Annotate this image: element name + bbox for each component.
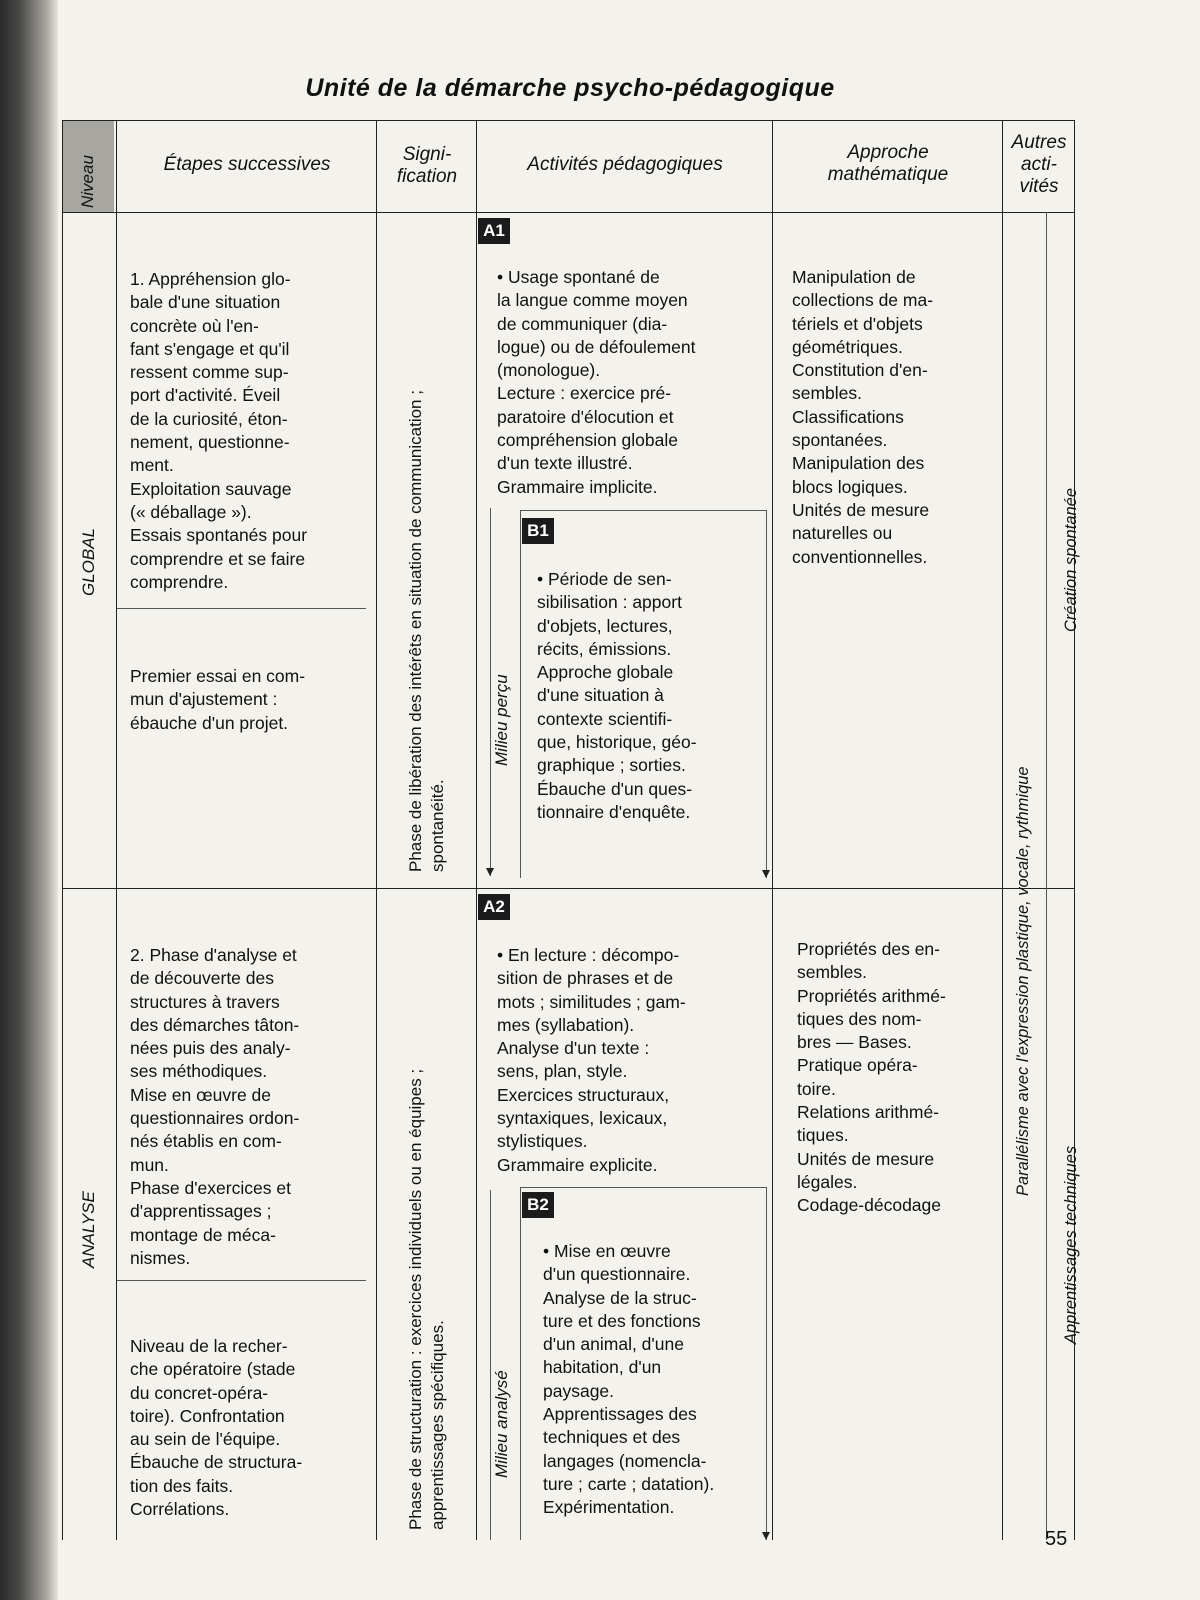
text-line: questionnaires ordon- [130, 1108, 300, 1129]
text-line: tionnaire d'enquête. [537, 801, 691, 822]
text-line: mes (syllabation). [497, 1014, 635, 1035]
text-line: toire. [797, 1078, 836, 1099]
text-line: compréhension globale [497, 430, 678, 451]
table-top-border [62, 120, 1074, 121]
text-line: nismes. [130, 1247, 191, 1268]
text-line: Ébauche d'un ques- [537, 778, 693, 799]
header-approche-line2: mathématique [827, 164, 949, 185]
text-line: nement, questionne- [130, 432, 290, 453]
milieu-percu-label: Milieu perçu [492, 674, 511, 766]
signification-column-border [476, 120, 477, 1540]
text-line: Grammaire implicite. [497, 476, 658, 497]
text-line: que, historique, géo- [537, 732, 697, 753]
text-line: nés établis en com- [130, 1131, 282, 1152]
signification-global [405, 390, 449, 872]
text-line: Premier essai en com- [130, 666, 306, 686]
approche-global [792, 266, 986, 569]
etapes-global-b [130, 665, 358, 735]
etapes-analyse-a [130, 944, 358, 1270]
text-line: logue) ou de défoulement [497, 336, 696, 357]
text-line: Analyse de la struc- [543, 1287, 697, 1308]
text-line: ses méthodiques. [130, 1061, 268, 1082]
milieu-analyse-label: Milieu analysé [492, 1370, 511, 1478]
level-global: GLOBAL [79, 527, 98, 596]
table-left-border [62, 120, 63, 1540]
etapes-analyse-b [130, 1335, 358, 1521]
etapes-column-border [376, 120, 377, 1540]
text-line: Analyse d'un texte : [497, 1038, 650, 1059]
text-line: nées puis des analy- [130, 1038, 291, 1059]
text-line: Approche globale [537, 662, 674, 683]
text-line: Manipulation des [792, 453, 925, 474]
text-line: structures à travers [130, 991, 280, 1012]
text-line: habitation, d'un [543, 1357, 662, 1378]
header-activites: Activités pédagogiques [527, 154, 723, 175]
approche-analyse [797, 938, 987, 1218]
header-bottom-border [62, 212, 1074, 213]
text-line: Unités de mesure [797, 1148, 935, 1169]
header-autres-line2: acti- [1021, 154, 1057, 175]
b1-box-left [520, 510, 521, 878]
b1-box-right [766, 510, 767, 878]
text-line: paratoire d'élocution et [497, 406, 674, 427]
text-line: tériels et d'objets [792, 313, 923, 334]
text-line: de découverte des [130, 968, 274, 989]
text-line: d'une situation à [537, 685, 664, 706]
text-line: mun d'ajustement : [130, 689, 278, 710]
text-line: port d'activité. Éveil [130, 385, 281, 406]
text-line: des démarches tâton- [130, 1014, 300, 1035]
text-line: Classifications [792, 406, 904, 427]
etapes-divider-analyse [116, 1280, 366, 1281]
arrow-down-icon [762, 870, 770, 878]
activites-a1 [497, 266, 759, 499]
text-line: sibilisation : apport [537, 592, 682, 613]
etapes-global-a [130, 268, 358, 594]
text-line: spontanées. [792, 430, 888, 451]
activites-column-border [772, 120, 773, 1540]
header-approche-line1: Approche [847, 142, 929, 163]
level-analyse: ANALYSE [79, 1191, 98, 1268]
text-line: Propriétés des en- [797, 939, 940, 959]
text-line: ture ; carte ; datation). [543, 1473, 715, 1494]
text-line: Niveau de la recher- [130, 1336, 288, 1356]
page-number: 55 [1045, 1528, 1068, 1550]
text-line: sition de phrases et de [497, 968, 674, 989]
text-line: Corrélations. [130, 1499, 230, 1520]
text-line: che opératoire (stade [130, 1359, 296, 1380]
niveau-column-border [116, 120, 117, 1540]
text-line: paysage. [543, 1380, 615, 1401]
b2-box-top [520, 1187, 766, 1188]
text-line: Exploitation sauvage [130, 478, 292, 499]
text-line: tiques des nom- [797, 1008, 922, 1029]
badge-b2: B2 [522, 1192, 554, 1218]
text-line: stylistiques. [497, 1131, 588, 1152]
text-line: Ébauche de structura- [130, 1452, 303, 1473]
badge-a2: A2 [478, 894, 510, 920]
text-line: Relations arithmé- [797, 1102, 939, 1123]
approche-column-border [1002, 120, 1003, 1540]
text-line: Propriétés arithmé- [797, 985, 946, 1006]
text-line: mots ; similitudes ; gam- [497, 991, 686, 1012]
text-line: • Mise en œuvre [543, 1241, 671, 1261]
text-line: au sein de l'équipe. [130, 1429, 281, 1450]
text-line: • Période de sen- [537, 569, 672, 589]
text-line: Codage-décodage [797, 1195, 942, 1216]
etapes-divider-global [116, 608, 366, 609]
autres-creation: Création spontanée [1062, 487, 1080, 632]
b2-box-left [520, 1187, 521, 1540]
text-line: Essais spontanés pour [130, 525, 308, 546]
text-line: Mise en œuvre de [130, 1084, 272, 1105]
text-line: Expérimentation. [543, 1497, 675, 1518]
text-line: 2. Phase d'analyse et [130, 945, 297, 965]
text-line: blocs logiques. [792, 476, 908, 497]
text-line: Phase de libération des intérêts en situation de communication ; [406, 390, 425, 872]
header-etapes: Étapes successives [163, 154, 331, 175]
header-autres-line1: Autres [1011, 132, 1067, 153]
activites-a2 [497, 944, 759, 1177]
text-line: conventionnelles. [792, 546, 928, 567]
text-line: techniques et des [543, 1427, 681, 1448]
header-signification [378, 144, 476, 188]
text-line: ture et des fonctions [543, 1310, 701, 1331]
header-signification-line2: fication [396, 166, 458, 187]
signification-analyse [405, 1069, 449, 1530]
text-line: ébauche d'un projet. [130, 712, 289, 733]
b2-box-right [766, 1187, 767, 1540]
text-line: contexte scientifi- [537, 708, 673, 729]
text-line: • Usage spontané de [497, 267, 660, 287]
text-line: langages (nomencla- [543, 1450, 707, 1471]
text-line: comprendre et se faire [130, 548, 306, 569]
text-line: d'objets, lectures, [537, 615, 673, 636]
text-line: Apprentissages des [543, 1404, 697, 1425]
text-line: Phase d'exercices et [130, 1177, 291, 1198]
milieu-percu-arrow-line [490, 508, 491, 876]
text-line: Constitution d'en- [792, 360, 928, 381]
text-line: récits, émissions. [537, 638, 672, 659]
header-approche [774, 142, 1002, 186]
text-line: comprendre. [130, 571, 229, 592]
badge-b1: B1 [522, 518, 554, 544]
text-line: Unités de mesure [792, 499, 930, 520]
text-line: du concret-opéra- [130, 1382, 269, 1403]
text-line: de communiquer (dia- [497, 313, 668, 334]
text-line: d'un questionnaire. [543, 1264, 691, 1285]
level-divider [62, 888, 1074, 889]
milieu-analyse-arrow-line [490, 1190, 491, 1540]
text-line: Phase de structuration : exercices individuels ou en équipes ; [406, 1068, 425, 1530]
autres-apprentissages: Apprentissages techniques [1062, 1145, 1080, 1344]
header-signification-line1: Signi- [402, 144, 452, 165]
text-line: bres — Bases. [797, 1032, 912, 1053]
text-line: Manipulation de [792, 267, 916, 287]
text-line: Exercices structuraux, [497, 1084, 670, 1105]
page-title: Unité de la démarche psycho-pédagogique [305, 74, 835, 102]
text-line: Lecture : exercice pré- [497, 383, 672, 404]
text-line: • En lecture : décompo- [497, 945, 680, 965]
text-line: bale d'une situation [130, 292, 281, 313]
activites-b1 [537, 568, 753, 824]
text-line: d'un animal, d'une [543, 1334, 684, 1355]
text-line: sens, plan, style. [497, 1061, 628, 1082]
text-line: légales. [797, 1171, 858, 1192]
text-line: fant s'engage et qu'il [130, 338, 290, 359]
activites-b2 [543, 1240, 759, 1520]
text-line: montage de méca- [130, 1224, 276, 1245]
text-line: toire). Confrontation [130, 1405, 285, 1426]
book-binding-shadow [0, 0, 58, 1600]
text-line: ressent comme sup- [130, 362, 289, 383]
text-line: la langue comme moyen [497, 290, 688, 311]
text-line: 1. Appréhension glo- [130, 269, 291, 289]
text-line: mun. [130, 1154, 169, 1175]
badge-a1: A1 [478, 218, 510, 244]
text-line: d'un texte illustré. [497, 453, 633, 474]
header-autres-line3: vités [1019, 176, 1059, 197]
text-line: spontanéité. [428, 779, 447, 872]
arrow-down-icon [762, 1532, 770, 1540]
autres-inner-divider [1046, 212, 1047, 1540]
autres-parallelisme: Parallélisme avec l'expression plastique, vocale, rythmique [1014, 766, 1032, 1196]
text-line: (« déballage »). [130, 501, 252, 522]
text-line: apprentissages spécifiques. [428, 1320, 447, 1530]
text-line: géométriques. [792, 336, 903, 357]
text-line: sembles. [797, 962, 868, 983]
text-line: naturelles ou [792, 523, 893, 544]
text-line: sembles. [792, 383, 863, 404]
text-line: tiques. [797, 1125, 849, 1146]
text-line: d'apprentissages ; [130, 1201, 272, 1222]
text-line: Grammaire explicite. [497, 1154, 658, 1175]
text-line: collections de ma- [792, 290, 934, 311]
text-line: ment. [130, 455, 174, 476]
text-line: concrète où l'en- [130, 315, 259, 336]
header-autres [1004, 132, 1074, 198]
text-line: tion des faits. [130, 1475, 234, 1496]
text-line: de la curiosité, éton- [130, 408, 288, 429]
arrow-down-icon [486, 868, 494, 876]
header-niveau: Niveau [78, 155, 97, 208]
text-line: syntaxiques, lexicaux, [497, 1108, 668, 1129]
b1-box-top [520, 510, 766, 511]
text-line: graphique ; sorties. [537, 755, 686, 776]
text-line: Pratique opéra- [797, 1055, 918, 1076]
text-line: (monologue). [497, 360, 601, 381]
